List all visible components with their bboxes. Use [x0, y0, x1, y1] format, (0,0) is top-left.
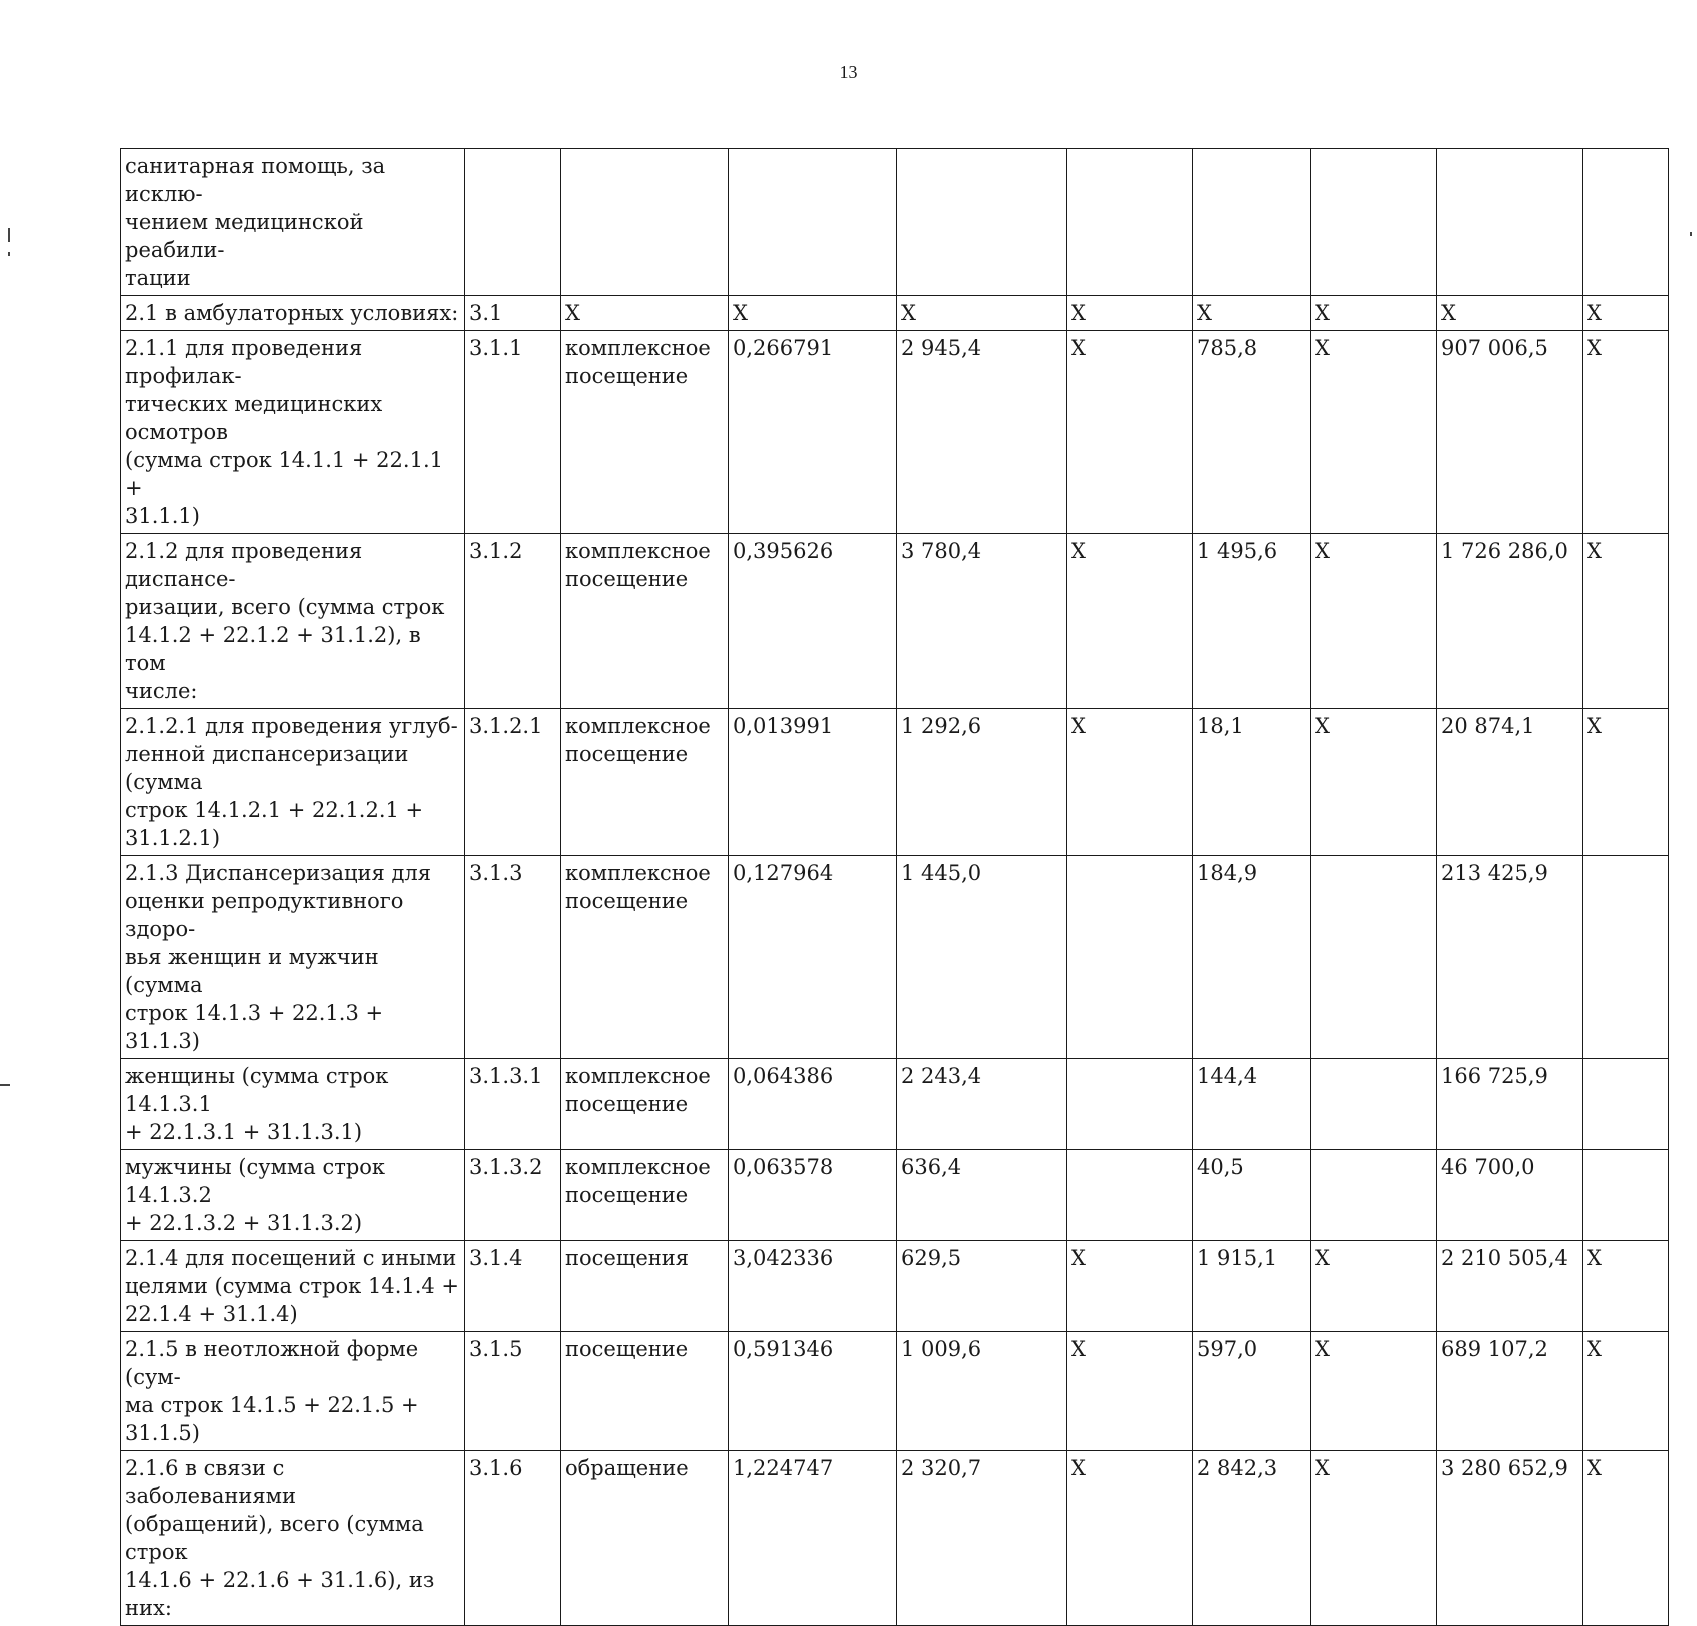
- cell-text: 18,1: [1197, 714, 1244, 738]
- table-cell: [1437, 296, 1583, 331]
- table-cell: [1583, 296, 1669, 331]
- cell-text: мужчины (сумма строк 14.1.3.2 + 22.1.3.2 + 31.1.3.2): [125, 1155, 386, 1235]
- table-cell: [1437, 1059, 1583, 1150]
- cell-text: 0,127964: [733, 861, 834, 885]
- table-cell: [897, 856, 1067, 1059]
- table-row: [121, 331, 1669, 534]
- table-cell: [729, 1451, 897, 1626]
- table-row: [121, 1150, 1669, 1241]
- table-cell: [561, 534, 729, 709]
- cell-text: X: [1071, 1456, 1086, 1480]
- table-cell: [729, 1150, 897, 1241]
- table-cell: [1437, 534, 1583, 709]
- table-cell: [561, 296, 729, 331]
- cell-text: санитарная помощь, за исклю- чением медицинской реабили- тации: [125, 154, 386, 290]
- cell-text: 785,8: [1197, 336, 1258, 360]
- table-cell: [561, 1332, 729, 1451]
- table-cell: [561, 856, 729, 1059]
- table-cell: [1583, 1241, 1669, 1332]
- table-cell: [729, 1059, 897, 1150]
- table-cell: [729, 534, 897, 709]
- cell-text: X: [1071, 1337, 1086, 1361]
- table-cell: [1067, 709, 1193, 856]
- cell-text: X: [1315, 714, 1330, 738]
- page-number: 13: [839, 62, 858, 82]
- table-cell: [1067, 534, 1193, 709]
- table-cell: [729, 1241, 897, 1332]
- table-cell: [1193, 1059, 1311, 1150]
- table-cell: [465, 856, 561, 1059]
- cell-text: 3.1.2: [469, 539, 523, 563]
- table-cell: [1311, 1059, 1437, 1150]
- table-cell: [465, 1241, 561, 1332]
- cell-text: комплексное посещение: [565, 714, 711, 766]
- cell-text: 2 320,7: [901, 1456, 982, 1480]
- cell-text: 2.1.5 в неотложной форме (сум- ма строк 14.1.5 + 22.1.5 + 31.1.5): [125, 1337, 419, 1445]
- table-cell: [465, 709, 561, 856]
- cell-text: комплексное посещение: [565, 1064, 711, 1116]
- table-row: [121, 1059, 1669, 1150]
- table-row: [121, 856, 1669, 1059]
- data-table: [120, 148, 1669, 1626]
- cell-text: X: [1587, 301, 1602, 325]
- cell-text: 3 280 652,9: [1441, 1456, 1568, 1480]
- table-cell: [1311, 149, 1437, 296]
- table-cell: [1193, 1332, 1311, 1451]
- table-cell: [465, 534, 561, 709]
- table-cell: [1583, 1451, 1669, 1626]
- table-cell: [1437, 331, 1583, 534]
- table-cell: [897, 534, 1067, 709]
- table-cell: [1067, 1451, 1193, 1626]
- table-cell: [1311, 1332, 1437, 1451]
- table-cell: [729, 296, 897, 331]
- cell-text: X: [1315, 539, 1330, 563]
- cell-text: 2.1.2.1 для проведения углуб- ленной диспансеризации (сумма строк 14.1.2.1 + 22.1.2.1 + 31.1.2.1): [125, 714, 458, 850]
- table-cell: [897, 1451, 1067, 1626]
- table-cell: [1067, 296, 1193, 331]
- table-cell: [121, 331, 465, 534]
- table-cell: [1067, 1150, 1193, 1241]
- table-cell: [1437, 856, 1583, 1059]
- table-cell: [1311, 856, 1437, 1059]
- cell-text: 3,042336: [733, 1246, 834, 1270]
- table-cell: [121, 149, 465, 296]
- table-cell: [897, 709, 1067, 856]
- table-cell: [729, 1332, 897, 1451]
- cell-text: 2.1 в амбулаторных условиях:: [125, 301, 459, 325]
- cell-text: 2.1.6 в связи с заболеваниями (обращений), всего (сумма строк 14.1.6 + 22.1.6 + 31.1.6), из них:: [125, 1456, 435, 1620]
- table-row: [121, 534, 1669, 709]
- table-cell: [465, 1150, 561, 1241]
- table-cell: [1311, 331, 1437, 534]
- table-cell: [1583, 534, 1669, 709]
- cell-text: 1 726 286,0: [1441, 539, 1568, 563]
- table-cell: [561, 709, 729, 856]
- table-cell: [561, 1150, 729, 1241]
- cell-text: комплексное посещение: [565, 539, 711, 591]
- cell-text: 1 915,1: [1197, 1246, 1278, 1270]
- table-row: [121, 296, 1669, 331]
- table-cell: [1067, 856, 1193, 1059]
- cell-text: X: [733, 301, 748, 325]
- table-cell: [1193, 149, 1311, 296]
- table-cell: [1437, 1332, 1583, 1451]
- table-cell: [121, 534, 465, 709]
- table-cell: [897, 149, 1067, 296]
- table-cell: [1583, 1332, 1669, 1451]
- cell-text: X: [1587, 1246, 1602, 1270]
- table-cell: [1583, 1059, 1669, 1150]
- table-cell: [1193, 1241, 1311, 1332]
- cell-text: 46 700,0: [1441, 1155, 1535, 1179]
- cell-text: 907 006,5: [1441, 336, 1548, 360]
- cell-text: 2.1.1 для проведения профилак- тических медицинских осмотров (сумма строк 14.1.1 + 22.1.1 + 31.1.1): [125, 336, 443, 528]
- table-cell: [729, 856, 897, 1059]
- table-cell: [1193, 331, 1311, 534]
- table-cell: [1067, 1241, 1193, 1332]
- cell-text: 1 495,6: [1197, 539, 1278, 563]
- cell-text: посещение: [565, 1337, 689, 1361]
- cell-text: 40,5: [1197, 1155, 1244, 1179]
- cell-text: 213 425,9: [1441, 861, 1548, 885]
- table-cell: [465, 1332, 561, 1451]
- table-cell: [121, 296, 465, 331]
- cell-text: 1 009,6: [901, 1337, 982, 1361]
- scan-mark: [0, 1084, 10, 1086]
- cell-text: X: [1315, 1337, 1330, 1361]
- cell-text: 1 292,6: [901, 714, 982, 738]
- cell-text: комплексное посещение: [565, 1155, 711, 1207]
- cell-text: X: [1315, 1246, 1330, 1270]
- cell-text: 2.1.3 Диспансеризация для оценки репродуктивного здоро- вья женщин и мужчин (сумма строк 14.1.3 + 22.1.3 + 31.1.3): [125, 861, 431, 1053]
- cell-text: X: [1587, 714, 1602, 738]
- table-cell: [121, 709, 465, 856]
- table-cell: [121, 1059, 465, 1150]
- table-cell: [1437, 149, 1583, 296]
- table-cell: [897, 1150, 1067, 1241]
- cell-text: X: [1071, 301, 1086, 325]
- cell-text: 1 445,0: [901, 861, 982, 885]
- cell-text: X: [1071, 714, 1086, 738]
- cell-text: X: [1315, 1456, 1330, 1480]
- cell-text: 0,013991: [733, 714, 834, 738]
- cell-text: 166 725,9: [1441, 1064, 1548, 1088]
- table-cell: [1067, 331, 1193, 534]
- scan-mark: [1690, 232, 1692, 236]
- table-cell: [1583, 1150, 1669, 1241]
- table-cell: [121, 1150, 465, 1241]
- table-cell: [1583, 331, 1669, 534]
- cell-text: X: [1441, 301, 1456, 325]
- table-cell: [897, 331, 1067, 534]
- cell-text: 2 210 505,4: [1441, 1246, 1568, 1270]
- cell-text: 2 243,4: [901, 1064, 982, 1088]
- cell-text: X: [1315, 336, 1330, 360]
- cell-text: 2 945,4: [901, 336, 982, 360]
- table-cell: [1193, 856, 1311, 1059]
- scan-mark: [8, 228, 10, 242]
- table-cell: [1067, 149, 1193, 296]
- cell-text: комплексное посещение: [565, 861, 711, 913]
- cell-text: 3.1.3.2: [469, 1155, 543, 1179]
- table-cell: [561, 331, 729, 534]
- table-cell: [1311, 296, 1437, 331]
- table-cell: [561, 149, 729, 296]
- cell-text: 636,4: [901, 1155, 962, 1179]
- table-row: [121, 149, 1669, 296]
- cell-text: 2.1.4 для посещений с иными целями (сумма строк 14.1.4 + 22.1.4 + 31.1.4): [125, 1246, 460, 1326]
- cell-text: 3 780,4: [901, 539, 982, 563]
- cell-text: 597,0: [1197, 1337, 1258, 1361]
- table-cell: [1311, 534, 1437, 709]
- cell-text: 3.1.3.1: [469, 1064, 543, 1088]
- cell-text: 3.1.3: [469, 861, 523, 885]
- table-cell: [1193, 1150, 1311, 1241]
- table-cell: [561, 1241, 729, 1332]
- table-cell: [121, 1332, 465, 1451]
- cell-text: X: [1197, 301, 1212, 325]
- table-cell: [1193, 534, 1311, 709]
- table-cell: [465, 1451, 561, 1626]
- cell-text: обращение: [565, 1456, 689, 1480]
- table-cell: [1067, 1332, 1193, 1451]
- table-cell: [121, 1241, 465, 1332]
- table-cell: [561, 1059, 729, 1150]
- table-cell: [1437, 1451, 1583, 1626]
- cell-text: X: [1587, 1337, 1602, 1361]
- table-cell: [1437, 1150, 1583, 1241]
- table-cell: [1067, 1059, 1193, 1150]
- cell-text: 0,591346: [733, 1337, 834, 1361]
- table-cell: [121, 856, 465, 1059]
- cell-text: X: [901, 301, 916, 325]
- table-row: [121, 1332, 1669, 1451]
- table-cell: [465, 331, 561, 534]
- cell-text: комплексное посещение: [565, 336, 711, 388]
- cell-text: 3.1.5: [469, 1337, 523, 1361]
- cell-text: X: [1071, 336, 1086, 360]
- cell-text: 0,266791: [733, 336, 834, 360]
- table-cell: [1193, 709, 1311, 856]
- cell-text: 144,4: [1197, 1064, 1258, 1088]
- table-cell: [465, 296, 561, 331]
- cell-text: посещения: [565, 1246, 690, 1270]
- cell-text: X: [1071, 1246, 1086, 1270]
- table-cell: [1583, 856, 1669, 1059]
- scan-mark: [8, 252, 10, 256]
- table-cell: [465, 149, 561, 296]
- cell-text: X: [1071, 539, 1086, 563]
- table-row: [121, 709, 1669, 856]
- table-cell: [1311, 709, 1437, 856]
- table-row: [121, 1241, 1669, 1332]
- cell-text: 3.1.1: [469, 336, 523, 360]
- table-cell: [1311, 1241, 1437, 1332]
- cell-text: 0,063578: [733, 1155, 834, 1179]
- cell-text: 0,064386: [733, 1064, 834, 1088]
- table-cell: [1193, 1451, 1311, 1626]
- table-cell: [897, 1332, 1067, 1451]
- table-cell: [897, 1241, 1067, 1332]
- cell-text: 3.1.4: [469, 1246, 523, 1270]
- cell-text: 3.1.6: [469, 1456, 523, 1480]
- cell-text: 0,395626: [733, 539, 834, 563]
- cell-text: X: [565, 301, 580, 325]
- cell-text: 3.1: [469, 301, 503, 325]
- cell-text: X: [1587, 539, 1602, 563]
- cell-text: X: [1315, 301, 1330, 325]
- table-cell: [561, 1451, 729, 1626]
- table-cell: [729, 331, 897, 534]
- table-cell: [729, 149, 897, 296]
- table-body: [121, 149, 1669, 1626]
- cell-text: 689 107,2: [1441, 1337, 1548, 1361]
- table-cell: [729, 709, 897, 856]
- table-cell: [1583, 709, 1669, 856]
- cell-text: женщины (сумма строк 14.1.3.1 + 22.1.3.1 + 31.1.3.1): [125, 1064, 389, 1144]
- cell-text: 2.1.2 для проведения диспансе- ризации, всего (сумма строк 14.1.2 + 22.1.2 + 31.1.2), в том числе:: [125, 539, 445, 703]
- table-cell: [465, 1059, 561, 1150]
- table-cell: [1193, 296, 1311, 331]
- table-cell: [121, 1451, 465, 1626]
- cell-text: 3.1.2.1: [469, 714, 543, 738]
- table-cell: [1437, 1241, 1583, 1332]
- cell-text: 629,5: [901, 1246, 962, 1270]
- cell-text: 1,224747: [733, 1456, 834, 1480]
- cell-text: X: [1587, 1456, 1602, 1480]
- cell-text: 2 842,3: [1197, 1456, 1278, 1480]
- cell-text: 184,9: [1197, 861, 1258, 885]
- table-cell: [1437, 709, 1583, 856]
- table-cell: [1583, 149, 1669, 296]
- table-cell: [897, 1059, 1067, 1150]
- table-cell: [1311, 1150, 1437, 1241]
- table-cell: [897, 296, 1067, 331]
- table-row: [121, 1451, 1669, 1626]
- table-cell: [1311, 1451, 1437, 1626]
- cell-text: 20 874,1: [1441, 714, 1535, 738]
- cell-text: X: [1587, 336, 1602, 360]
